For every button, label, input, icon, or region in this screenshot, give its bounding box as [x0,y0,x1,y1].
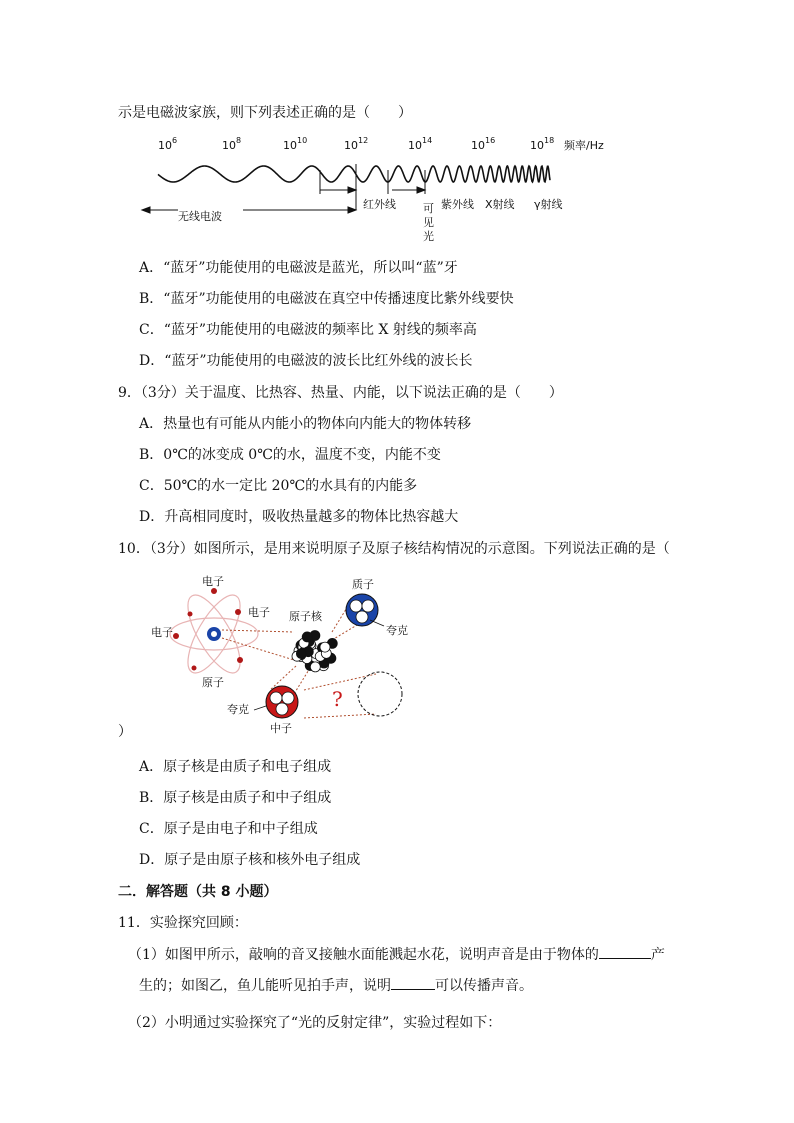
nucleon [320,642,330,652]
atom-structure-diagram [146,570,436,740]
label-nucleus: 原子核 [289,610,322,623]
question-mark: ? [332,687,343,711]
label-electron-left: 电子 [151,626,173,639]
q8-option-c[interactable]: C．“蓝牙”功能使用的电磁波的频率比 X 射线的频率高 [139,322,477,338]
band-xray: X射线 [485,198,515,211]
answer-blank-2[interactable] [391,975,435,990]
q10-option-c[interactable]: C．原子是由电子和中子组成 [139,821,318,837]
q9-stem: 9．（3分）关于温度、比热容、热量、内能，以下说法正确的是（ ） [118,385,563,401]
svg-text:108: $10^8$ [222,136,242,152]
band-ultraviolet: 紫外线 [441,198,474,211]
q8-option-d[interactable]: D．“蓝牙”功能使用的电磁波的波长比红外线的波长长 [139,353,473,369]
q8-stem: 示是电磁波家族，则下列表述正确的是（ ） [118,105,412,121]
q10-option-a[interactable]: A．原子核是由质子和电子组成 [139,759,332,775]
tick-exp: 6 [172,136,178,145]
q10-option-b[interactable]: B．原子核是由质子和中子组成 [139,790,332,806]
answer-blank-1[interactable] [599,944,651,959]
electron-dots [173,588,243,671]
nucleus-cluster [292,631,337,672]
label-electron-top: 电子 [202,575,224,588]
svg-text:1010: $10^{10}$ [283,136,308,152]
q9-option-a[interactable]: A．热量也有可能从内能小的物体向内能大的物体转移 [139,416,472,432]
q9-option-c[interactable]: C．50℃的水一定比 20℃的水具有的内能多 [139,478,418,494]
unknown-particle [358,672,402,716]
label-quark-right: 夸克 [386,624,408,637]
band-radio: 无线电波 [178,210,222,223]
q11-part1-line2: 生的；如图乙，鱼儿能听见拍手声，说明 可以传播声音。 [139,975,533,996]
q11-part1-line1: （1）如图甲所示，敲响的音叉接触水面能溅起水花，说明声音是由于物体的 产 [128,944,665,965]
label-quark-left: 夸克 [227,703,249,716]
label-atom: 原子 [202,676,224,689]
band-infrared: 红外线 [363,198,396,211]
q11-part2: （2）小明通过实验探究了“光的反射定律”，实验过程如下： [128,1015,502,1031]
q11-stem: 11．实验探究回顾： [118,915,248,931]
band-gamma: γ射线 [534,198,563,211]
nucleon [302,632,312,642]
svg-text:1016: $10^{16}$ [471,136,496,152]
q10-option-d[interactable]: D．原子是由原子核和核外电子组成 [139,852,361,868]
nucleon [296,649,306,659]
svg-text:106 [158,136,177,152]
svg-text:1014: $10^{14}$ [408,136,433,152]
em-spectrum-diagram [138,128,638,248]
band-visible-2: 见 [423,216,434,229]
nucleon [310,662,320,672]
svg-text:1012: $10^{12}$ [344,136,369,152]
frequency-unit: 频率/Hz [564,139,604,152]
label-neutron: 中子 [270,722,292,735]
q10-close-paren: ） [118,724,132,740]
q9-option-d[interactable]: D．升高相同度时，吸收热量越多的物体比热容越大 [139,509,459,525]
band-visible-1: 可 [423,202,434,215]
band-visible-3: 光 [423,230,434,243]
label-proton: 质子 [352,578,374,591]
frequency-ticks [158,136,604,152]
q8-option-a[interactable]: A．“蓝牙”功能使用的电磁波是蓝光，所以叫“蓝”牙 [139,260,458,276]
q8-option-b[interactable]: B．“蓝牙”功能使用的电磁波在真空中传播速度比紫外线要快 [139,291,514,307]
tick-base: 10 [158,139,172,152]
q9-option-b[interactable]: B．0℃的冰变成 0℃的水，温度不变，内能不变 [139,447,441,463]
section-title: 二．解答题（共 8 小题） [118,884,278,900]
label-electron-right: 电子 [248,606,270,619]
wave-line [158,166,550,182]
q10-stem: 10．（3分）如图所示，是用来说明原子及原子核结构情况的示意图。下列说法正确的是（ [118,541,670,557]
svg-text:1018: $10^{18}$ [530,136,555,152]
